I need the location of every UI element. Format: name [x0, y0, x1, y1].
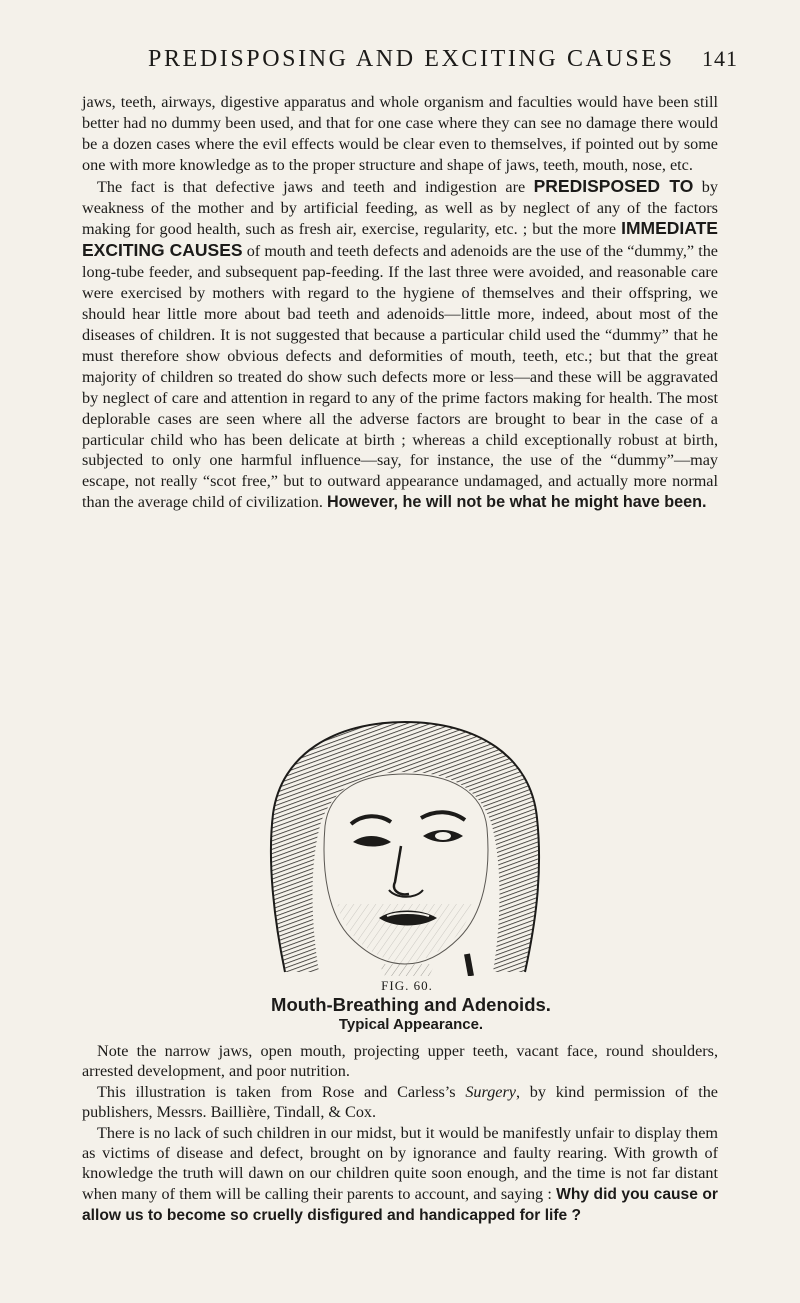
- figure-illustration: [245, 714, 565, 976]
- page-header: [78, 46, 738, 73]
- paragraph-5-text: There is no lack of such children in our midst, but it would be manifestly unfair to display them as victims of disease and defect, brought on by ignorance and faulty rearing. With growth of knowledge the truth will dawn on our children quite soon enough, and the time is not far distant when many of them will be calling their parents to account, and saying :: [82, 1123, 718, 1203]
- paragraph-4-part-2: , by kind permission of the publishers, Messrs. Baillière, Tindall, & Cox.: [82, 1082, 718, 1122]
- closing-question-emphasis: Why did you cause or allow us to become so cruelly disfigured and handicapped for life ?: [82, 1185, 718, 1225]
- lower-body-text: [82, 1041, 718, 1227]
- paragraph-2-part-3: of mouth and teeth defects and adenoids are the use of the “dummy,” the long-tube feeder, and subsequent pap-feeding. If the last three were avoided, and reasonable care were exercised by mothers with regard to the hygiene of themselves and their offspring, we should hear little more about bad teeth and adenoids—little more, indeed, about most of the diseases of children. It is not suggested that because a particular child used the “dummy” that he must therefore show obvious defects and deformities of mouth, teeth, etc.; but that the great majority of children so treated do show such defects more or less—and these will be aggravated by neglect of care and attention in regard to any of the prime factors making for health. The most deplorable cases are seen where all the adverse factors are brought to bear in the case of a particular child who has been delicate at birth ; whereas a child exceptionally robust at birth, subjected to only one harmful influence—say, for instance, the use of the “dummy”—may escape, not really “scot free,” but to outward appearance undamaged, and actually more normal than the average child of civilization.: [82, 242, 718, 512]
- paragraph-2-part-1: The fact is that defective jaws and teeth and indigestion are: [97, 177, 534, 196]
- paragraph-1-text: jaws, teeth, airways, digestive apparatus and whole organism and faculties would have been still better had no dummy been used, and that for one case where they can see no damage there would be a dozen cases where the evil effects would be clear even to themselves, if pointed out by some one with more knowledge as to the proper structure and shape of jaws, teeth, mouth, nose, etc.: [82, 93, 718, 174]
- paragraph-note: [82, 1041, 718, 1082]
- figure-subtitle: Typical Appearance.: [338, 1016, 484, 1033]
- paragraph-4-part-1: This illustration is taken from Rose and Carless’s: [97, 1082, 466, 1101]
- might-have-been-emphasis: However, he will not be what he might have been.: [326, 493, 707, 512]
- immediate-exciting-causes-emphasis: IMMEDIATE EXCITING CAUSES: [82, 218, 718, 261]
- girl-portrait-sketch: [245, 714, 565, 976]
- page-number: 141: [702, 46, 738, 71]
- paragraph-closing: [82, 1123, 718, 1227]
- predisposed-to-emphasis: PREDISPOSED TO: [533, 175, 694, 196]
- paragraph-continued: [82, 92, 718, 176]
- paragraph-2-part-2: by weakness of the mother and by artificial feeding, as well as by neglect of any of the factors making for good health, such as fresh air, exercise, regularity, etc. ; but the more: [82, 177, 718, 239]
- running-head: PREDISPOSING AND EXCITING CAUSES: [148, 46, 675, 72]
- paragraph-causes: [82, 176, 718, 514]
- figure-title: Mouth-Breathing and Adenoids.: [271, 994, 551, 1015]
- surgery-title-italic: Surgery: [465, 1082, 516, 1101]
- paragraph-3-text: Note the narrow jaws, open mouth, projecting upper teeth, vacant face, round shoulders, arrested development, and poor nutrition.: [82, 1042, 718, 1081]
- figure-number: FIG. 60.: [381, 978, 433, 993]
- upper-body-text: [82, 92, 718, 513]
- paragraph-credit: [82, 1082, 718, 1123]
